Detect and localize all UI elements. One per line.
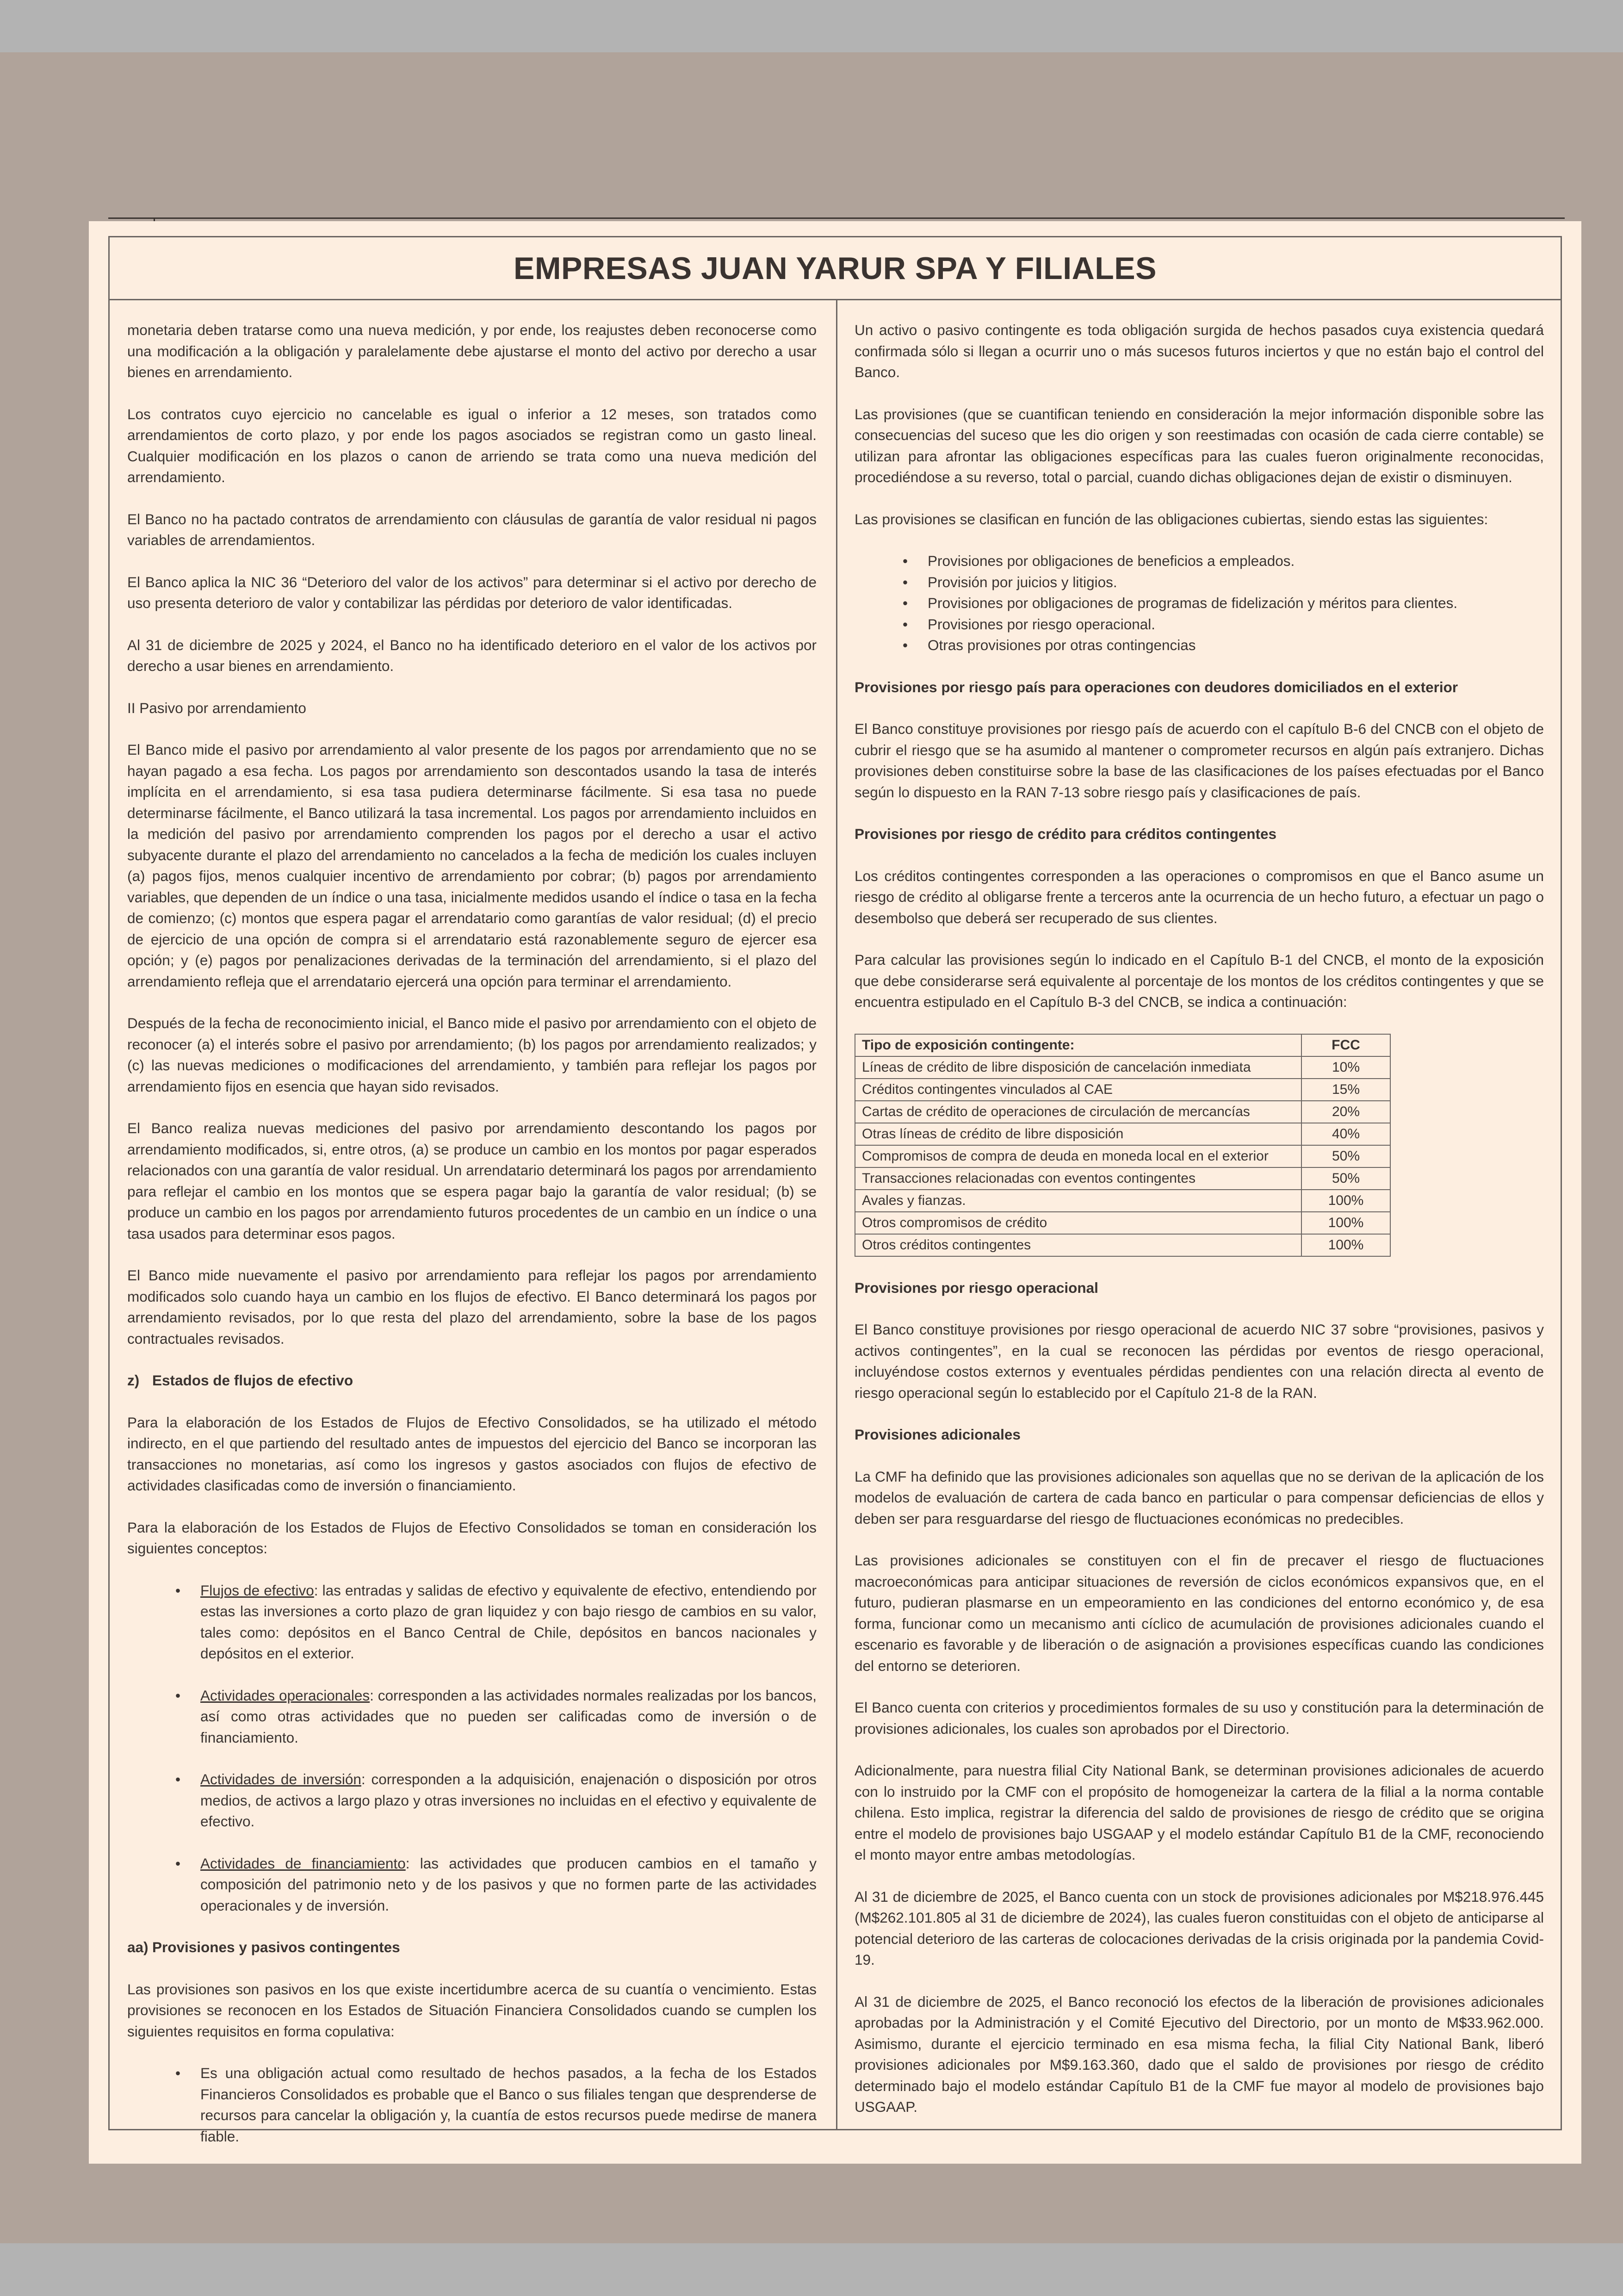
paragraph: Al 31 de diciembre de 2025 y 2024, el Banco no ha identificado deterioro en el valor de los activos por derecho a usar bienes en arrendamiento.	[127, 636, 817, 674]
definition-term: Actividades de financiamiento	[200, 1855, 406, 1872]
list-item	[127, 1769, 817, 1832]
table-cell: 100%	[1301, 1234, 1390, 1256]
section-title: Estados de flujos de efectivo	[152, 1372, 353, 1389]
list-item: • Provisiones por obligaciones de beneficios a empleados.	[855, 551, 1544, 572]
paragraph: El Banco cuenta con criterios y procedimientos formales de su uso y constitución para la determinación de provisiones adicionales, los cuales son aprobados por el Directorio.	[855, 1699, 1544, 1737]
definition-term: Actividades de inversión	[200, 1771, 361, 1787]
table-row	[855, 1079, 1390, 1101]
table-header-cell: FCC	[1301, 1034, 1390, 1056]
table-cell: 100%	[1301, 1212, 1390, 1234]
paragraph: El Banco constituye provisiones por riesgo país de acuerdo con el capítulo B-6 del CNCB con el objeto de cubrir el riesgo que se ha asumido al mantener o comprometer recursos en algún país extranjero. Dichas provisiones deben constituirse sobre la base de las clasificaciones de los países efectuadas por el Banco según lo dispuesto en la RAN 7-13 sobre riesgo país y clasificaciones de país.	[855, 720, 1544, 800]
paragraph: La CMF ha definido que las provisiones adicionales son aquellas que no se derivan de la aplicación de los modelos de evaluación de cartera de cada banco en particular o para compensar deficiencias de ellos y deben ser para resguardarse del riesgo de fluctuaciones económicas no predecibles.	[855, 1468, 1544, 1527]
list-item	[127, 1685, 817, 1749]
table-row	[855, 1167, 1390, 1190]
table-cell: Cartas de crédito de operaciones de circulación de mercancías	[855, 1101, 1301, 1123]
paragraph: Un activo o pasivo contingente es toda obligación surgida de hechos pasados cuya existencia quedará confirmada sólo si llegan a ocurrir uno o más sucesos futuros inciertos y que no están bajo el control del Banco.	[855, 322, 1544, 380]
table-cell: Otras líneas de crédito de libre disposición	[855, 1123, 1301, 1145]
paragraph: Al 31 de diciembre de 2025, el Banco reconoció los efectos de la liberación de provisiones adicionales aprobadas por la Administración y el Comité Ejecutivo del Directorio, por un monto de M$33.962.000. Asimismo, durante el ejercicio terminado en esa misma fecha, la filial City National Bank, liberó provisiones adicionales por M$9.163.360, dado que el saldo de provisiones por riesgo de crédito determinado bajo el modelo estándar Capítulo B1 de la CMF fue mayor al modelo de provisiones bajo USGAAP.	[855, 1993, 1544, 2115]
paragraph: Después de la fecha de reconocimiento inicial, el Banco mide el pasivo por arrendamiento con el objeto de reconocer (a) el interés sobre el pasivo por arrendamiento; (b) los pagos por arrendamiento realizados; y (c) las nuevas mediciones o modificaciones del arrendamiento, y también para reflejar los pagos por arrendamiento fijos en esencia que hayan sido revisados.	[127, 1015, 817, 1095]
paragraph: Las provisiones adicionales se constituyen con el fin de precaver el riesgo de fluctuaciones macroeconómicas para anticipar situaciones de reversión de ciclos económicos expansivos que, en el futuro, pudieran plasmarse en un empeoramiento en las condiciones del entorno económico y, de esa forma, funcionar como un mecanismo anti cíclico de acumulación de provisiones adicionales cuando el escenario es favorable y de liberación o de asignación a provisiones específicas cuando las condiciones del entorno se deterioren.	[855, 1552, 1544, 1674]
right-column	[855, 320, 1544, 2139]
advertisement-sheet	[89, 221, 1581, 2164]
paragraph: Las provisiones (que se cuantifican teniendo en consideración la mejor información disponible sobre las consecuencias del suceso que les dio origen y son reestimadas con ocasión de cada cierre contable) se utilizan para afrontar las obligaciones específicas para las cuales fueron originalmente reconocidas, procediéndose a su reverso, total o parcial, cuando dichas obligaciones dejan de existir o disminuyen.	[855, 405, 1544, 485]
paragraph: Para la elaboración de los Estados de Flujos de Efectivo Consolidados se toman en consideración los siguientes conceptos:	[127, 1519, 817, 1557]
subheading: II Pasivo por arrendamiento	[127, 699, 306, 716]
paragraph: El Banco no ha pactado contratos de arrendamiento con cláusulas de garantía de valor residual ni pagos variables de arrendamientos.	[127, 510, 817, 548]
paragraph: monetaria deben tratarse como una nueva medición, y por ende, los reajustes deben reconocerse como una modificación a la obligación y paralelamente debe ajustarse el monto del activo por derecho a usar bienes en arrendamiento.	[127, 322, 817, 380]
column-divider	[836, 300, 837, 2130]
table-cell: Compromisos de compra de deuda en moneda local en el exterior	[855, 1145, 1301, 1167]
section-heading-aa	[127, 1937, 817, 1958]
table-cell: 15%	[1301, 1079, 1390, 1101]
list-item	[127, 1853, 817, 1917]
paragraph: El Banco mide el pasivo por arrendamiento al valor presente de los pagos por arrendamiento que no se hayan pagado a esa fecha. Los pagos por arrendamiento son descontados usando la tasa de interés implícita en el arrendamiento, si esa tasa pudiera determinarse fácilmente. Si esa tasa no puede determinarse fácilmente, el Banco utilizará la tasa incremental. Los pagos por arrendamiento incluidos en la medición del pasivo por arrendamiento comprenden los pagos por el derecho a usar el activo subyacente durante el plazo del arrendamiento no cancelados a la fecha de medición los cuales incluyen (a) pagos fijos, menos cualquier incentivo de arrendamiento por cobrar; (b) pagos por arrendamiento variables, que dependen de un índice o una tasa, inicialmente medidos usando el índice o tasa en la fecha de comienzo; (c) montos que espera pagar el arrendatario como garantías de valor residual; (d) el precio de ejercicio de una opción de compra si el arrendatario está razonablemente seguro de ejercer esa opción; y (e) pagos por penalizaciones derivadas de la terminación del arrendamiento, si el plazo del arrendamiento refleja que el arrendatario ejercerá una opción para terminar el arrendamiento.	[127, 741, 817, 990]
list-item: • Provisiones por riesgo operacional.	[855, 614, 1544, 635]
fcc-table	[855, 1034, 1391, 1257]
section-heading: Provisiones por riesgo operacional	[855, 1279, 1098, 1296]
table-row	[855, 1212, 1390, 1234]
paragraph: Adicionalmente, para nuestra filial City National Bank, se determinan provisiones adicionales de acuerdo con lo instruido por la CMF con el propósito de homogeneizar la cartera de la filial a la norma contable chilena. Esto implica, registrar la diferencia del saldo de provisiones de riesgo de crédito que se origina entre el modelo de provisiones bajo USGAAP y el modelo estándar Capítulo B1 de la CMF, reconociendo el monto mayor entre ambas metodologías.	[855, 1762, 1544, 1863]
definition-term: Flujos de efectivo	[200, 1582, 314, 1599]
table-cell: 50%	[1301, 1167, 1390, 1190]
list-item: • Provisión por juicios y litigios.	[855, 572, 1544, 593]
table-row	[855, 1190, 1390, 1212]
document-frame	[108, 236, 1562, 2145]
table-row	[855, 1145, 1390, 1167]
table-cell: 100%	[1301, 1190, 1390, 1212]
paragraph: El Banco constituye provisiones por riesgo operacional de acuerdo NIC 37 sobre “provisiones, pasivos y activos contingentes”, en la cual se reconocen las pérdidas por eventos de riesgo operacional, incluyéndose costos externos y eventuales pérdidas pendientes con una relación directa al evento de riesgo operacional según lo establecido por el Capítulo 21-8 de la RAN.	[855, 1321, 1544, 1401]
table-cell: 10%	[1301, 1056, 1390, 1079]
paragraph: El Banco mide nuevamente el pasivo por arrendamiento para reflejar los pagos por arrendamiento modificados solo cuando haya un cambio en los flujos de efectivo. El Banco determinará los pagos por arrendamiento revisados, por lo que resta del plazo del arrendamiento, sobre la base de los pagos contractuales revisados.	[127, 1267, 817, 1347]
paragraph: Los créditos contingentes corresponden a las operaciones o compromisos en que el Banco asume un riesgo de crédito al obligarse frente a terceros ante la ocurrencia de un hecho futuro, a efectuar un pago o desembolso que deberá ser recuperado de sus clientes.	[855, 867, 1544, 926]
table-cell: 20%	[1301, 1101, 1390, 1123]
section-heading: Provisiones por riesgo de crédito para créditos contingentes	[855, 825, 1276, 842]
definition-text: : corresponden a la adquisición, enajenación o disposición por otros medios, de activos a largo plazo y otras inversiones no incluidas en el efectivo y equivalente de efectivo.	[200, 1771, 817, 1830]
paragraph: Para calcular las provisiones según lo indicado en el Capítulo B-1 del CNCB, el monto de la exposición que debe considerarse será equivalente al porcentaje de los montos de los créditos contingentes y que se encuentra estipulado en el Capítulo B-3 del CNCB, se indica a continuación:	[855, 951, 1544, 1010]
title-bar	[110, 237, 1561, 300]
table-row	[855, 1234, 1390, 1256]
table-cell: 50%	[1301, 1145, 1390, 1167]
paragraph: Para la elaboración de los Estados de Flujos de Efectivo Consolidados, se ha utilizado el método indirecto, en el que partiendo del resultado antes de impuestos del ejercicio del Banco se incorporan las transacciones no monetarias, así como los ingresos y gastos asociados con flujos de efectivo de actividades clasificadas como de inversión o financiamiento.	[127, 1414, 817, 1494]
section-heading: Provisiones por riesgo país para operaciones con deudores domiciliados en el exterior	[855, 678, 1458, 695]
section-label: aa)	[127, 1939, 149, 1955]
provisions-list	[855, 551, 1544, 656]
table-cell: Transacciones relacionadas con eventos contingentes	[855, 1167, 1301, 1190]
table-cell: Avales y fianzas.	[855, 1190, 1301, 1212]
requirements-list	[127, 2063, 817, 2147]
section-heading: Provisiones adicionales	[855, 1426, 1021, 1443]
table-header-cell: Tipo de exposición contingente:	[855, 1034, 1301, 1056]
table-row	[855, 1056, 1390, 1079]
paragraph: Los contratos cuyo ejercicio no cancelable es igual o inferior a 12 meses, son tratados como arrendamientos de corto plazo, y por ende los pagos asociados se registran como un gasto lineal. Cualquier modificación en los plazos o canon de arriendo se trata como una nueva medición del arrendamiento.	[127, 405, 817, 485]
document-title: EMPRESAS JUAN YARUR SPA Y FILIALES	[514, 250, 1157, 286]
paragraph: El Banco aplica la NIC 36 “Deterioro del valor de los activos” para determinar si el activo por derecho de uso presenta deterioro de valor y contabilizar las pérdidas por deterioro de valor identificadas.	[127, 573, 817, 611]
header-rule	[108, 217, 1565, 219]
left-column	[127, 320, 817, 2168]
paragraph: Al 31 de diciembre de 2025, el Banco cuenta con un stock de provisiones adicionales por M$218.976.445 (M$262.101.805 al 31 de diciembre de 2024), las cuales fueron constituidas con el objeto de anticiparse al potencial deterioro de las carteras de colocaciones derivadas de la crisis originada por la pandemia Covid-19.	[855, 1888, 1544, 1968]
list-item: • Es una obligación actual como resultado de hechos pasados, a la fecha de los Estados Financieros Consolidados es probable que el Banco o sus filiales tengan que desprenderse de recursos para cancelar la obligación y, la cuantía de estos recursos puede medirse de manera fiable.	[127, 2063, 817, 2147]
definition-text: : corresponden a las actividades normales realizadas por los bancos, así como otras actividades que no pueden ser calificadas como de inversión o de financiamiento.	[200, 1687, 817, 1746]
paragraph: Las provisiones se clasifican en función de las obligaciones cubiertas, siendo estas las siguientes:	[855, 510, 1488, 527]
definition-text: : las entradas y salidas de efectivo y equivalente de efectivo, entendiendo por estas las inversiones a corto plazo de gran liquidez y con bajo riesgo de cambios en su valor, tales como: depósitos en el Banco Central de Chile, depósitos en bancos nacionales y depósitos en el exterior.	[200, 1582, 817, 1662]
table-cell: 40%	[1301, 1123, 1390, 1145]
table-cell: Otros compromisos de crédito	[855, 1212, 1301, 1234]
section-label: z)	[127, 1372, 140, 1389]
list-item: • Otras provisiones por otras contingencias	[855, 635, 1544, 656]
definition-text: : las actividades que producen cambios en el tamaño y composición del patrimonio neto y de los pasivos y que no formen parte de las actividades operacionales y de inversión.	[200, 1855, 817, 1914]
definition-term: Actividades operacionales	[200, 1687, 370, 1704]
table-cell: Créditos contingentes vinculados al CAE	[855, 1079, 1301, 1101]
table-cell: Otros créditos contingentes	[855, 1234, 1301, 1256]
section-heading-z	[127, 1370, 817, 1391]
list-item	[127, 1580, 817, 1664]
section-title: Provisiones y pasivos contingentes	[152, 1939, 400, 1955]
cashflow-definitions-list	[127, 1580, 817, 1917]
list-item: • Provisiones por obligaciones de programas de fidelización y méritos para clientes.	[855, 593, 1544, 614]
table-row	[855, 1123, 1390, 1145]
table-header-row	[855, 1034, 1390, 1056]
paragraph: El Banco realiza nuevas mediciones del pasivo por arrendamiento descontando los pagos por arrendamiento modificados, si, entre otros, (a) se produce un cambio en los montos por pagar esperados relacionados con una garantía de valor residual. Un arrendatario determinará los pagos por arrendamiento para reflejar el cambio en los montos que se espera pagar bajo la garantía de valor residual; (b) se produce un cambio en los pagos por arrendamiento futuros procedentes de un cambio en un índice o una tasa usados para determinar esos pagos.	[127, 1120, 817, 1242]
table-row	[855, 1101, 1390, 1123]
table-cell: Líneas de crédito de libre disposición de cancelación inmediata	[855, 1056, 1301, 1079]
paragraph: Las provisiones son pasivos en los que existe incertidumbre acerca de su cuantía o vencimiento. Estas provisiones se reconocen en los Estados de Situación Financiera Consolidados cuando se cumplen los siguientes requisitos en forma copulativa:	[127, 1980, 817, 2040]
